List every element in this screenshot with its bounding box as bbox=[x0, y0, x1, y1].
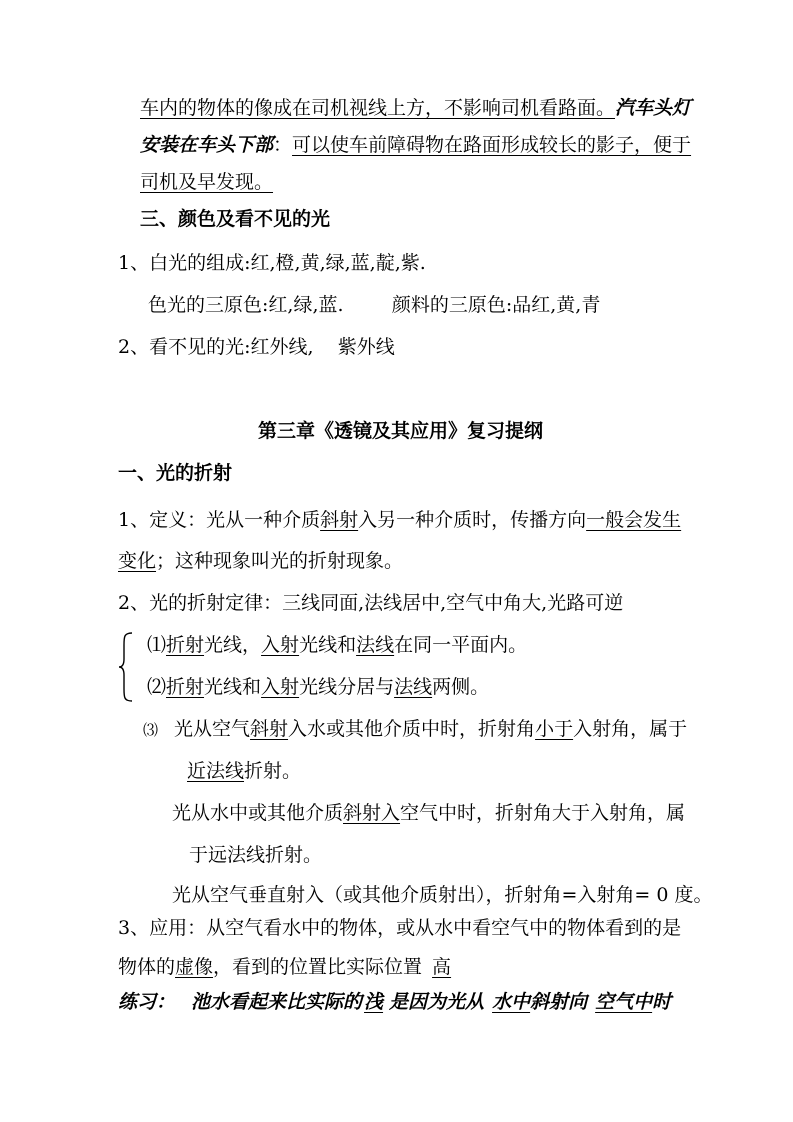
text-run: 司机及早发现。 bbox=[140, 171, 274, 193]
text-run: 光线和 bbox=[204, 676, 262, 698]
exercise-line bbox=[118, 990, 671, 1014]
law-line: 2、光的折射定律：三线同面,法线居中,空气中角大,光路可逆 bbox=[118, 592, 624, 614]
underlined-term: 入射 bbox=[261, 676, 300, 698]
text-run: 入水或其他介质中时，折射角 bbox=[288, 718, 536, 740]
law-item-2 bbox=[147, 675, 489, 699]
law-item-3 bbox=[143, 717, 687, 742]
text-run: 光从空气 bbox=[174, 718, 251, 740]
answer-blank: 空气中 bbox=[595, 991, 653, 1013]
underlined-term: 虚像 bbox=[175, 956, 214, 978]
emphasis-text: 安装在车头下部 bbox=[140, 134, 274, 156]
text-run: 车内的物体的像成在司机视线上方，不影响司机看路面。 bbox=[140, 97, 616, 119]
text-run: 空气中时，折射角大于入射角，属 bbox=[400, 802, 686, 824]
section-heading: 一、光的折射 bbox=[118, 462, 233, 484]
text-run: 入射角，属于 bbox=[573, 718, 688, 740]
underlined-term: 斜射 bbox=[320, 509, 359, 531]
text-run: 光线分居与 bbox=[299, 676, 395, 698]
underlined-term: 近法线 bbox=[187, 760, 245, 782]
underlined-term: 法线 bbox=[394, 676, 433, 698]
text-run: 池水看起来比实际的 bbox=[191, 991, 363, 1013]
text-run: 1、定义：光从一种介质 bbox=[118, 509, 321, 531]
paragraph-line-3 bbox=[140, 170, 273, 194]
law-item-4 bbox=[172, 801, 685, 825]
application-line-1: 3、应用：从空气看水中的物体，或从水中看空气中的物体看到的是 bbox=[118, 917, 682, 939]
text-run: 折射。 bbox=[244, 760, 302, 782]
underlined-term: 斜射入 bbox=[343, 802, 401, 824]
emphasis-text: 汽车头灯 bbox=[615, 97, 692, 119]
underlined-term: 折射 bbox=[166, 634, 205, 656]
paragraph-line-2 bbox=[140, 133, 691, 157]
exercise-label: 练习： bbox=[118, 991, 176, 1013]
text-run: 光线和 bbox=[299, 634, 357, 656]
definition-line-2 bbox=[118, 549, 403, 573]
item-number: ⑴ bbox=[147, 634, 167, 656]
underlined-term: 变化 bbox=[118, 550, 157, 572]
text-run: 物体的 bbox=[118, 956, 176, 978]
text-run: 在同一平面内。 bbox=[394, 634, 528, 656]
color-line-2: 色光的三原色:红,绿,蓝. 颜料的三原色:品红,黄,青 bbox=[148, 294, 601, 316]
text-run: 可以使车前障碍物在路面形成较长的影子，便于 bbox=[292, 134, 692, 156]
section-heading: 三、颜色及看不见的光 bbox=[140, 208, 331, 230]
law-item-5: 光从空气垂直射入（或其他介质射出），折射角=入射角= 0 度。 bbox=[172, 884, 713, 906]
law-item-3-cont bbox=[187, 759, 301, 783]
underlined-term: 一般会发生 bbox=[586, 509, 682, 531]
law-item-1 bbox=[147, 633, 527, 657]
underlined-term: 法线 bbox=[356, 634, 395, 656]
underlined-term: 入射 bbox=[261, 634, 300, 656]
definition-line-1 bbox=[118, 508, 681, 532]
underlined-term: 斜射 bbox=[250, 718, 289, 740]
paragraph-line-1 bbox=[140, 96, 691, 120]
law-item-4-cont: 于远法线折射。 bbox=[189, 844, 323, 866]
color-line-3: 2、看不见的光:红外线, 紫外线 bbox=[118, 336, 395, 358]
underlined-term: 折射 bbox=[166, 676, 205, 698]
underlined-term: 小于 bbox=[535, 718, 574, 740]
item-number: ⑵ bbox=[147, 676, 167, 698]
text-run: 是因为光从 bbox=[389, 991, 485, 1013]
item-number: ⑶ bbox=[143, 721, 159, 739]
text-run: 斜射向 bbox=[530, 991, 588, 1013]
application-line-2 bbox=[118, 955, 459, 979]
answer-blank: 浅 bbox=[364, 991, 384, 1013]
text-run: 光从水中或其他介质 bbox=[172, 802, 344, 824]
text-run: ；这种现象叫光的折射现象。 bbox=[156, 550, 404, 572]
answer-blank: 水中 bbox=[492, 991, 531, 1013]
color-line-1: 1、白光的组成:红,橙,黄,绿,蓝,靛,紫. bbox=[118, 252, 426, 274]
text-run: 光线， bbox=[204, 634, 262, 656]
text-run: 时 bbox=[652, 991, 672, 1013]
chapter-title: 第三章《透镜及其应用》复习提纲 bbox=[258, 420, 544, 442]
text-run: ： bbox=[273, 134, 293, 156]
text-run: 两侧。 bbox=[432, 676, 490, 698]
answer-blank: 高 bbox=[432, 956, 452, 978]
text-run: 入另一种介质时，传播方向 bbox=[358, 509, 587, 531]
brace-icon bbox=[118, 631, 134, 703]
text-run: ，看到的位置比实际位置 bbox=[213, 956, 423, 978]
